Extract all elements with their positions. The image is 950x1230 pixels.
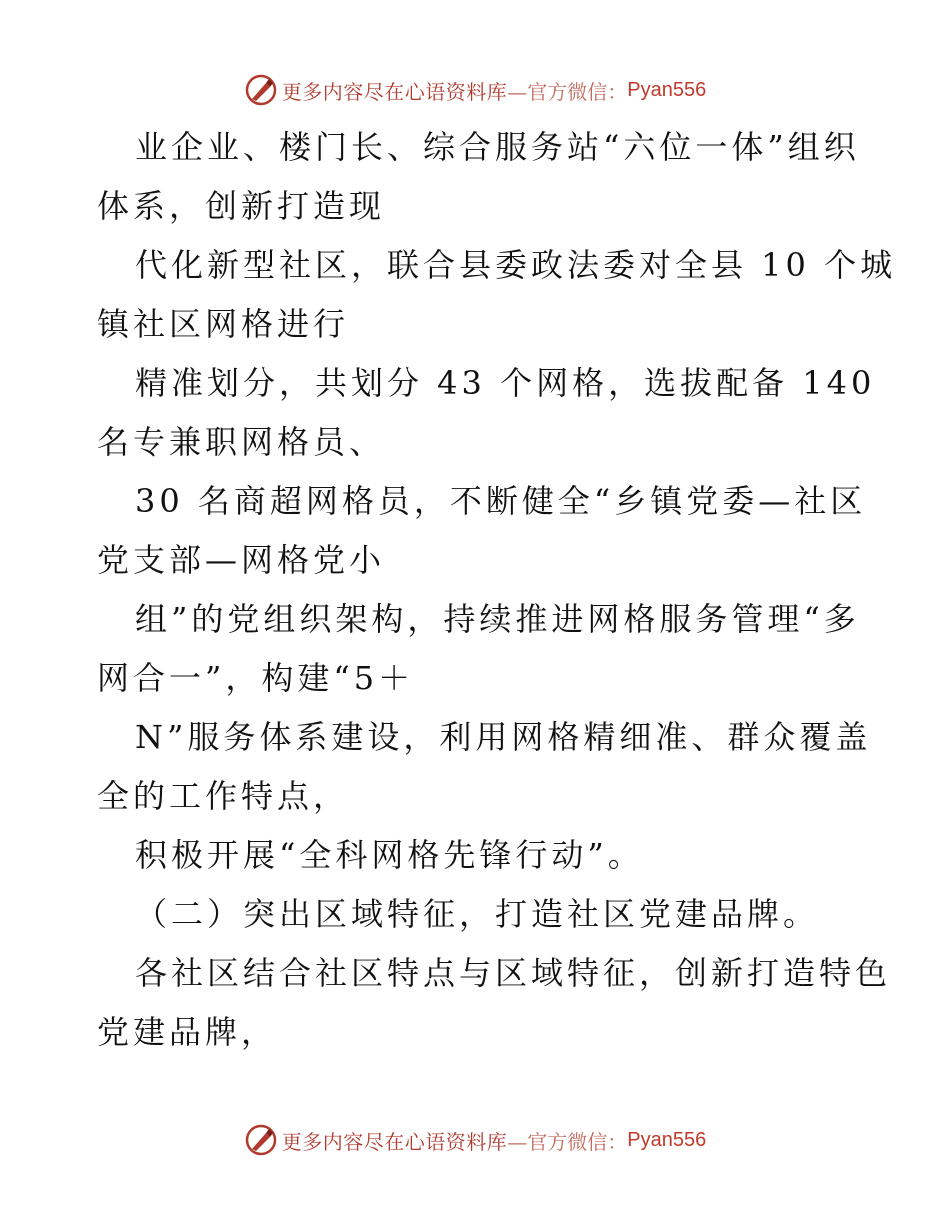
text-line: 精准划分，共划分 43 个网格，选拔配备 140 bbox=[135, 364, 876, 402]
pen-logo-icon bbox=[244, 1123, 278, 1157]
text-line: 代化新型社区，联合县委政法委对全县 10 个城 bbox=[135, 246, 897, 284]
text-line: N”服务体系建设，利用网格精细准、群众覆盖 bbox=[135, 718, 872, 756]
watermark-account: Pyan556 bbox=[627, 78, 707, 101]
watermark-separator: —官方微信： bbox=[507, 1129, 628, 1154]
text-line: 镇社区网格进行 bbox=[97, 305, 350, 343]
text-line: 网合一”，构建“5＋ bbox=[97, 659, 415, 697]
text-line: 业企业、楼门长、综合服务站“六位一体”组织 bbox=[135, 128, 860, 166]
section-heading: （二）突出区域特征，打造社区党建品牌。 bbox=[135, 895, 820, 933]
text-line: 体系，创新打造现 bbox=[97, 187, 386, 225]
watermark-main-text: 更多内容尽在心语资料库 bbox=[281, 79, 508, 104]
text-line: 各社区结合社区特点与区域特征，创新打造特色 bbox=[135, 954, 892, 992]
pen-logo-icon bbox=[244, 73, 278, 107]
watermark-main-text: 更多内容尽在心语资料库 bbox=[281, 1129, 508, 1154]
text-line: 30 名商超网格员，不断健全“乡镇党委—社区 bbox=[135, 482, 867, 520]
footer-watermark bbox=[0, 1120, 950, 1160]
text-line: 党支部—网格党小 bbox=[97, 541, 386, 579]
text-line: 全的工作特点， bbox=[97, 777, 350, 815]
text-line: 名专兼职网格员、 bbox=[97, 423, 386, 461]
text-line: 组”的党组织架构，持续推进网格服务管理“多 bbox=[135, 600, 860, 638]
document-body bbox=[97, 118, 897, 1062]
header-watermark bbox=[0, 70, 950, 110]
watermark-account: Pyan556 bbox=[627, 1128, 707, 1151]
text-line: 积极开展“全科网格先锋行动”。 bbox=[135, 836, 644, 874]
text-line: 党建品牌， bbox=[97, 1013, 278, 1051]
watermark-separator: —官方微信： bbox=[507, 79, 628, 104]
